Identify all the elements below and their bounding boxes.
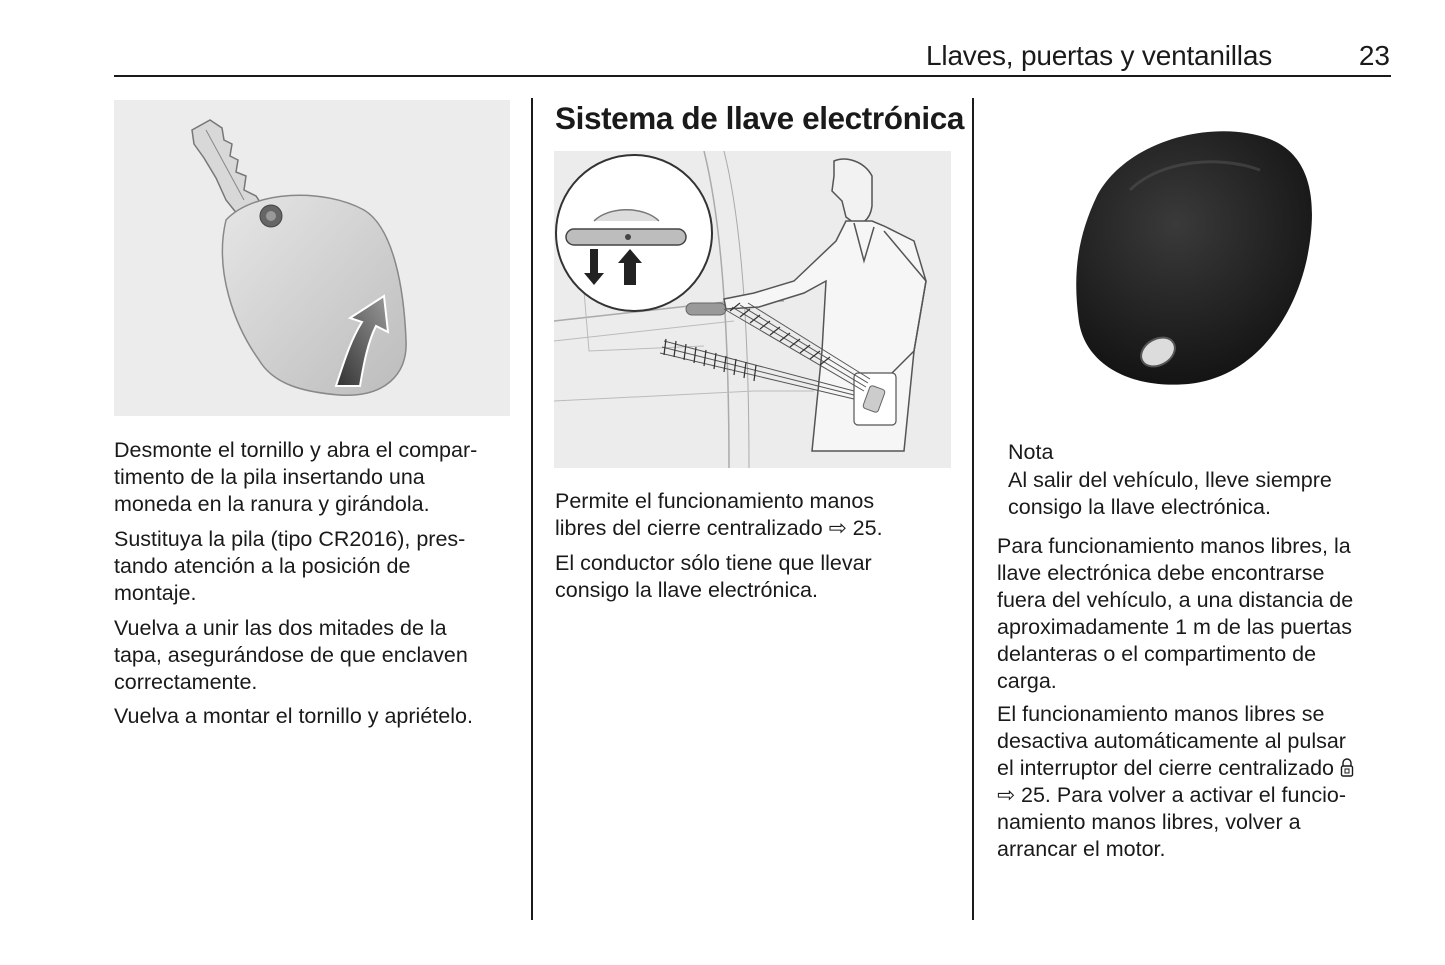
paragraph-replace-battery: Sustituya la pila (tipo CR2016), pres- tando atención a la posición de montaje.	[114, 527, 466, 605]
key-fob-battery-cover-icon	[114, 100, 510, 416]
padlock-icon	[1340, 755, 1354, 782]
note-body: Al salir del vehículo, lleve siempre consigo la llave electrónica.	[1008, 468, 1332, 519]
hands-free-door-handle-illustration	[554, 151, 951, 468]
paragraph-hands-free-function: Permite el funcionamiento manos libres del cierre centralizado ⇨ 25.	[555, 489, 883, 540]
reference-arrow-icon[interactable]: ⇨	[828, 516, 847, 540]
paragraph-rejoin-halves: Vuelva a unir las dos mitades de la tapa, asegurándose de que enclaven correctamente.	[114, 616, 468, 694]
paragraph-driver-carry-key: El conductor sólo tiene que llevar consigo la llave electrónica.	[555, 551, 872, 602]
electronic-key-card-icon	[1040, 120, 1340, 400]
paragraph-hands-free-distance: Para funcionamiento manos libres, la llave electrónica debe encontrarse fuera del vehículo, a una distancia de aproximadamente 1 m de las puertas delanteras o el compartimento de carga.	[997, 534, 1354, 693]
paragraph-hands-free-deactivate: El funcionamiento manos libres se desactiva automáticamente al pulsar el interruptor del cierre centralizado ⇨ 25. Para volver a activar el funcio- namiento manos libres, volver a arrancar el motor.	[997, 701, 1354, 863]
page-reference-link[interactable]: 25.	[852, 516, 883, 540]
running-header-title: Llaves, puertas y ventanillas	[926, 40, 1272, 71]
header-rule	[114, 75, 1391, 77]
paragraph-remove-screw: Desmonte el tornillo y abra el compar- timento de la pila insertando una moneda en la ranura y girándola.	[114, 438, 478, 516]
paragraph-refit-screw: Vuelva a montar el tornillo y apriételo.	[114, 704, 473, 728]
column-divider-right	[972, 98, 974, 920]
page-number: 23	[1358, 40, 1390, 71]
reference-arrow-icon[interactable]: ⇨	[997, 783, 1016, 807]
page-reference-link[interactable]: 25. Para volver a activar el funcio-	[1015, 783, 1347, 807]
note-title: Nota	[1008, 440, 1054, 464]
column-divider-left	[531, 98, 533, 920]
section-heading: Sistema de llave electrónica	[555, 100, 965, 136]
